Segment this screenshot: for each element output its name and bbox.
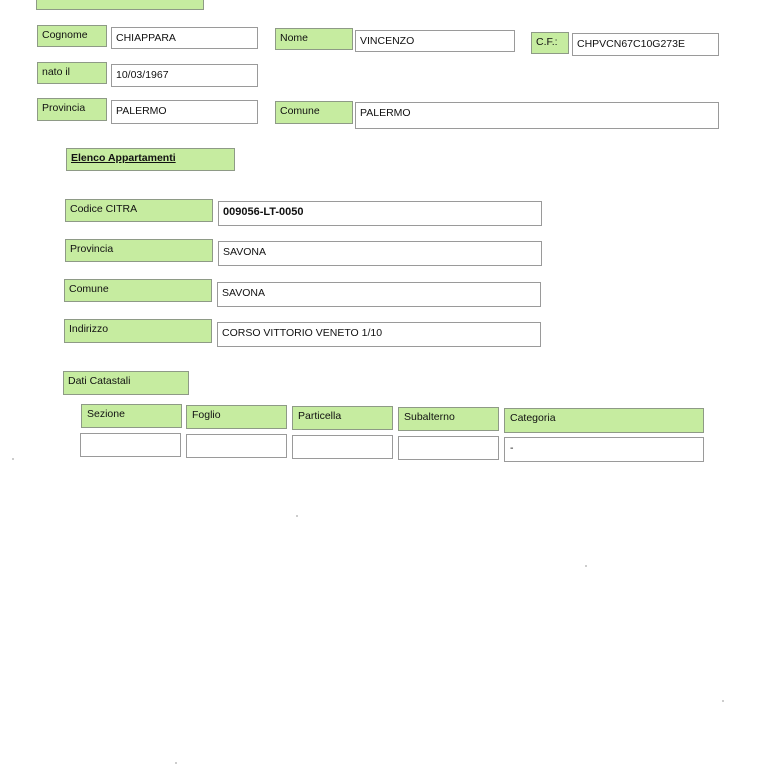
provincia-label: Provincia bbox=[37, 98, 107, 121]
cf-label: C.F.: bbox=[531, 32, 569, 54]
scan-speck bbox=[175, 762, 177, 764]
header-bar bbox=[36, 0, 204, 10]
col-header-foglio: Foglio bbox=[186, 405, 287, 429]
indirizzo-label: Indirizzo bbox=[64, 319, 212, 343]
provincia-field: PALERMO bbox=[111, 100, 258, 124]
scan-speck bbox=[722, 700, 724, 702]
scan-speck bbox=[12, 458, 14, 460]
cell-particella bbox=[292, 435, 393, 459]
appartamento-comune-label: Comune bbox=[64, 279, 212, 302]
col-header-categoria: Categoria bbox=[504, 408, 704, 433]
comune-label: Comune bbox=[275, 101, 353, 124]
cell-sezione bbox=[80, 433, 181, 457]
cognome-field: CHIAPPARA bbox=[111, 27, 258, 49]
nato-label: nato il bbox=[37, 62, 107, 84]
comune-field: PALERMO bbox=[355, 102, 719, 129]
cf-field: CHPVCN67C10G273E bbox=[572, 33, 719, 56]
cell-foglio bbox=[186, 434, 287, 458]
appartamento-provincia-label: Provincia bbox=[65, 239, 213, 262]
appartamento-provincia-field: SAVONA bbox=[218, 241, 542, 266]
cell-categoria: - bbox=[504, 437, 704, 462]
scan-speck bbox=[296, 515, 298, 517]
cell-subalterno bbox=[398, 436, 499, 460]
nome-field: VINCENZO bbox=[355, 30, 515, 52]
col-header-particella: Particella bbox=[292, 406, 393, 430]
section-title-text: Elenco Appartamenti bbox=[71, 152, 176, 164]
col-header-sezione: Sezione bbox=[81, 404, 182, 428]
cognome-label: Cognome bbox=[37, 25, 107, 47]
section-title-appartamenti bbox=[66, 148, 235, 171]
dati-catastali-label: Dati Catastali bbox=[63, 371, 189, 395]
indirizzo-field: CORSO VITTORIO VENETO 1/10 bbox=[217, 322, 541, 347]
appartamento-comune-field: SAVONA bbox=[217, 282, 541, 307]
nato-field: 10/03/1967 bbox=[111, 64, 258, 87]
scan-speck bbox=[585, 565, 587, 567]
codice-citra-label: Codice CITRA bbox=[65, 199, 213, 222]
nome-label: Nome bbox=[275, 28, 353, 50]
col-header-subalterno: Subalterno bbox=[398, 407, 499, 431]
codice-citra-field: 009056-LT-0050 bbox=[218, 201, 542, 226]
